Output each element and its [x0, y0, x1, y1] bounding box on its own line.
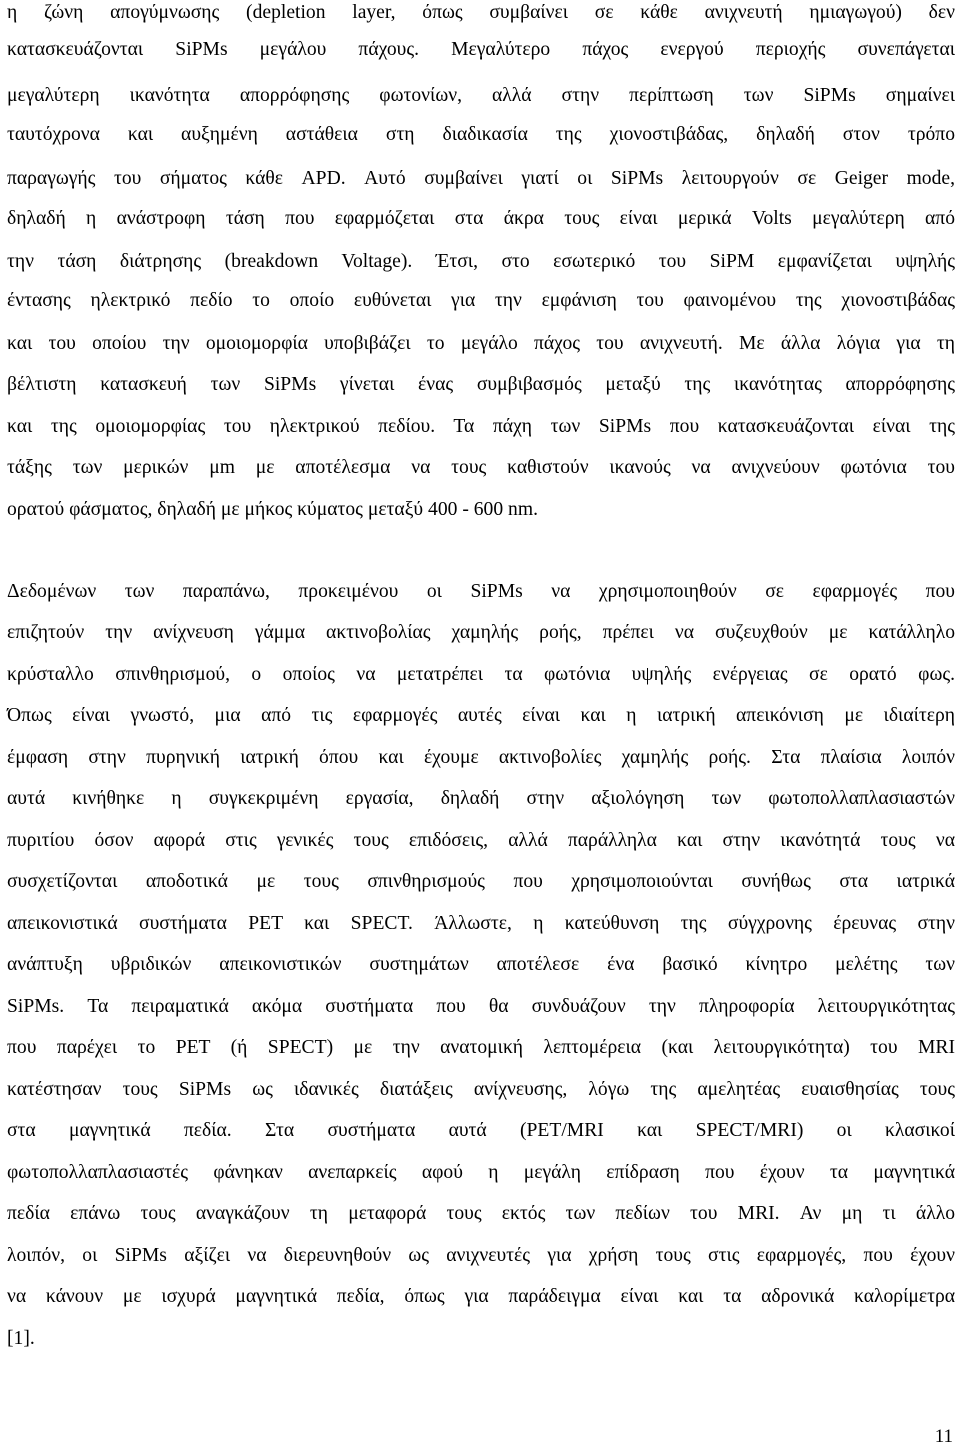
- text-line: στα μαγνητικά πεδία. Στα συστήματα αυτά (PET/MRI και SPECT/MRI) οι κλασικοί: [7, 1120, 955, 1141]
- text-line: συσχετίζονται αποδοτικά με τους σπινθηρισμούς που χρησιμοποιούνται συνήθως στα ιατρικά: [7, 871, 955, 892]
- text-line: έμφαση στην πυρηνική ιατρική όπου και έχουμε ακτινοβολίες χαμηλής ροής. Στα πλαίσια λοιπόν: [7, 747, 955, 768]
- text-line: δηλαδή η ανάστροφη τάση που εφαρμόζεται στα άκρα τους είναι μερικά Volts μεγαλύτερη από: [7, 208, 955, 229]
- text-line: την τάση διάτρησης (breakdown Voltage). Έτσι, στο εσωτερικό του SiPM εμφανίζεται υψηλής: [7, 251, 955, 272]
- text-line: να κάνουν με ισχυρά μαγνητικά πεδία, όπως για παράδειγμα είναι και τα αδρονικά καλορίμετρα: [7, 1286, 955, 1307]
- text-line: [1].: [7, 1328, 35, 1349]
- text-line: και της ομοιομορφίας του ηλεκτρικού πεδίου. Τα πάχη των SiPMs που κατασκευάζονται είναι της: [7, 416, 955, 437]
- text-line: ορατού φάσματος, δηλαδή με μήκος κύματος μεταξύ 400 - 600 nm.: [7, 499, 538, 520]
- text-line: κρύσταλλο σπινθηρισμού, ο οποίος να μετατρέπει τα φωτόνια υψηλής ενέργειας σε ορατό φως.: [7, 664, 955, 685]
- text-line: αυτά κινήθηκε η συγκεκριμένη εργασία, δηλαδή στην αξιολόγηση των φωτοπολλαπλασιαστών: [7, 788, 955, 809]
- text-line: επιζητούν την ανίχνευση γάμμα ακτινοβολίας χαμηλής ροής, πρέπει να συζευχθούν με κατάλληλο: [7, 622, 955, 643]
- text-line: πυριτίου όσον αφορά στις γενικές τους επιδόσεις, αλλά παράλληλα και στην ικανότητά τους να: [7, 830, 955, 851]
- text-line: φωτοπολλαπλασιαστές φάνηκαν ανεπαρκείς αφού η μεγάλη επίδραση που έχουν τα μαγνητικά: [7, 1162, 955, 1183]
- text-line: και του οποίου την ομοιομορφία υποβιβάζει το μεγάλο πάχος του ανιχνευτή. Με άλλα λόγια για τη: [7, 333, 955, 354]
- text-line: που παρέχει το PET (ή SPECT) με την ανατομική λεπτομέρεια (και λειτουργικότητα) του MRI: [7, 1037, 955, 1058]
- text-line: τάξης των μερικών μm με αποτέλεσμα να τους καθιστούν ικανούς να ανιχνεύουν φωτόνια του: [7, 457, 955, 478]
- text-line: κατέστησαν τους SiPMs ως ιδανικές διατάξεις ανίχνευσης, λόγω της αμελητέας ευαισθησίας τους: [7, 1079, 955, 1100]
- text-line: απεικονιστικά συστήματα PET και SPECT. Άλλωστε, η κατεύθυνση της σύγχρονης έρευνας στην: [7, 913, 955, 934]
- text-line: παραγωγής του σήματος κάθε APD. Αυτό συμβαίνει γιατί οι SiPMs λειτουργούν σε Geiger mode,: [7, 168, 955, 189]
- text-line: πεδία επάνω τους αναγκάζουν τη μεταφορά τους εκτός των πεδίων του MRI. Αν μη τι άλλο: [7, 1203, 955, 1224]
- text-line: η ζώνη απογύμνωσης (depletion layer, όπως συμβαίνει σε κάθε ανιχνευτή ημιαγωγού) δεν: [7, 2, 955, 23]
- text-line: μεγαλύτερη ικανότητα απορρόφησης φωτονίων, αλλά στην περίπτωση των SiPMs σημαίνει: [7, 85, 955, 106]
- text-line: ταυτόχρονα και αυξημένη αστάθεια στη διαδικασία της χιονοστιβάδας, δηλαδή στον τρόπο: [7, 124, 955, 145]
- text-line: SiPMs. Τα πειραματικά ακόμα συστήματα που θα συνδυάζουν την πληροφορία λειτουργικότητας: [7, 996, 955, 1017]
- text-line: βέλτιστη κατασκευή των SiPMs γίνεται ένας συμβιβασμός μεταξύ της ικανότητας απορρόφησης: [7, 374, 955, 395]
- text-line: Όπως είναι γνωστό, μια από τις εφαρμογές αυτές είναι και η ιατρική απεικόνιση με ιδιαίτερη: [7, 705, 955, 726]
- text-line: λοιπόν, οι SiPMs αξίζει να διερευνηθούν ως ανιχνευτές για χρήση τους στις εφαρμογές, που έχουν: [7, 1245, 955, 1266]
- text-line: Δεδομένων των παραπάνω, προκειμένου οι SiPMs να χρησιμοποιηθούν σε εφαρμογές που: [7, 581, 955, 602]
- text-line: ανάπτυξη υβριδικών απεικονιστικών συστημάτων αποτέλεσε ένα βασικό κίνητρο μελέτης των: [7, 954, 955, 975]
- page-number: 11: [934, 1426, 953, 1447]
- text-line: κατασκευάζονται SiPMs μεγάλου πάχους. Μεγαλύτερο πάχος ενεργού περιοχής συνεπάγεται: [7, 39, 955, 60]
- text-line: έντασης ηλεκτρικό πεδίο το οποίο ευθύνεται για την εμφάνιση του φαινομένου της χιονοστιβάδας: [7, 290, 955, 311]
